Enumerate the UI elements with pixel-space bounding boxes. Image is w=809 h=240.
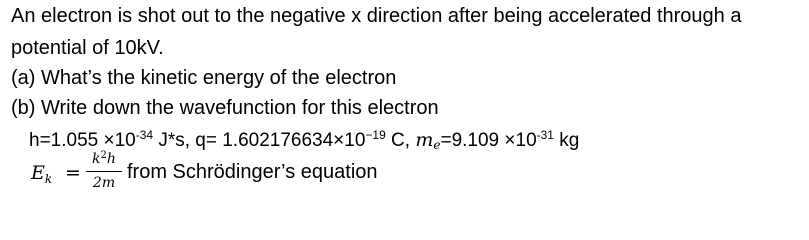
equals-sign: =: [65, 162, 81, 184]
charge-unit: C,: [385, 130, 416, 151]
planck-constant-exponent: -34: [135, 128, 154, 142]
question-part-b: (b) Write down the wavefunction for this electron: [11, 97, 439, 119]
problem-intro-line-2: potential of 10kV.: [11, 37, 164, 59]
fraction-numerator: [86, 150, 122, 168]
problem-intro-line-1: An electron is shot out to the negative x direction after being accelerated through a: [11, 5, 742, 27]
charge-label: J*s, q= 1.602176634×10: [153, 130, 366, 151]
equation-description: from Schrödinger’s equation: [127, 161, 378, 183]
numerator-exponent: 2: [100, 150, 107, 161]
numerator-h: h: [106, 151, 116, 167]
fraction-bar: [86, 171, 122, 172]
electron-mass-symbol: m: [415, 129, 434, 151]
fraction-denominator: 2m: [92, 175, 116, 191]
energy-symbol: E: [31, 162, 45, 184]
energy-subscript: k: [44, 172, 53, 186]
charge-exponent: −19: [365, 128, 386, 142]
electron-mass-value: =9.109 ×10: [440, 130, 537, 151]
planck-constant-label: h=1.055 ×10: [29, 130, 136, 151]
electron-mass-subscript: e: [433, 138, 441, 152]
equation-lhs: [31, 162, 52, 184]
fraction: [86, 150, 122, 198]
numerator-k: k: [92, 151, 101, 167]
question-part-a: (a) What’s the kinetic energy of the electron: [11, 67, 397, 89]
electron-mass-exponent: -31: [536, 128, 554, 142]
electron-mass-unit: kg: [553, 130, 580, 151]
